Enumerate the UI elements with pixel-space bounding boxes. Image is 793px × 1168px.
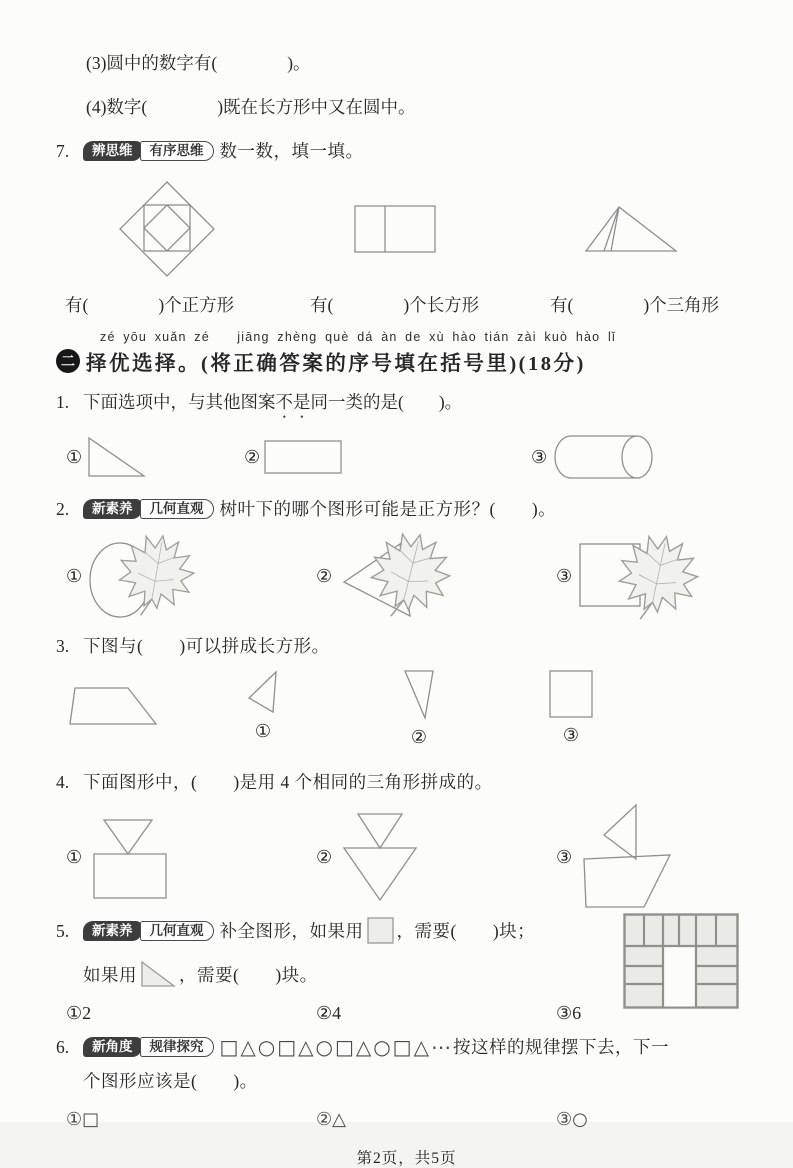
page-footer: 第2页，共5页 [356, 1150, 457, 1168]
q6-badge-dark: 新角度 [83, 1037, 142, 1057]
q7-badge-dark: 辨思维 [83, 141, 142, 161]
section-number-circle: 二 [56, 349, 80, 373]
question-2 [56, 496, 757, 522]
q3-option-1 [246, 669, 280, 742]
unit-triangle-icon [140, 960, 176, 988]
q7-badge-light: 有序思维 [140, 141, 214, 161]
q4-options-row [56, 801, 757, 909]
q2-option-3-number: ③ [556, 566, 573, 586]
leaf-over-circle-figure [86, 530, 208, 624]
leaf-over-triangle-figure [336, 530, 458, 624]
question-6-number: 6. [56, 1037, 70, 1058]
q6-shape-sequence: □△○□△○□△○□△⋯ [219, 1035, 453, 1060]
question-1 [56, 389, 757, 422]
q7-blank-triangles: 有( )个三角形 [550, 295, 720, 316]
question-1-text-post: 同一类的是( )。 [310, 392, 463, 413]
q6-option-1: ①□ [66, 1109, 100, 1131]
question-part4-text: (4)数字( )既在长方形中又在圆中。 [86, 97, 416, 117]
section-title: 择优选择。(将正确答案的序号填在括号里)(18分) [86, 353, 586, 376]
question-4-text: 下面图形中，( )是用 4 个相同的三角形拼成的。 [83, 771, 493, 792]
slanted-triangle-shape [402, 669, 436, 721]
q5-text-a: 补全图形，如果用 [219, 921, 364, 941]
q1-options-row [56, 428, 757, 486]
question-3-text: 下图与( )可以拼成长方形。 [83, 635, 330, 656]
unit-square-icon [367, 917, 394, 944]
question-2-text: 树叶下的哪个图形可能是正方形？( )。 [219, 499, 557, 520]
question-5 [56, 917, 757, 1024]
q5-badge-dark: 新素养 [83, 921, 142, 941]
q6-line-2 [56, 1068, 757, 1093]
question-1-text-pre: 下面选项中，与其他图案 [83, 392, 276, 413]
q2-option-3 [556, 530, 757, 624]
divided-rectangle-figure [354, 205, 436, 253]
q2-option-2-number: ② [316, 566, 333, 586]
question-3 [56, 633, 757, 659]
left-triangle-shape [246, 669, 280, 715]
question-part3 [86, 50, 757, 75]
q5-badge-light: 几何直观 [140, 921, 214, 941]
section-header [56, 346, 757, 376]
q6-option-2: ②△ [316, 1109, 346, 1131]
question-part3-text: (3)圆中的数字有( )。 [86, 53, 311, 73]
triangle-on-rectangle-figure [86, 812, 170, 902]
q2-badge-dark: 新素养 [83, 499, 142, 519]
question-7-text: 数一数，填一填。 [219, 141, 364, 161]
q5-option-3: ③6 [556, 1003, 582, 1024]
right-triangle-shape [86, 435, 148, 479]
brick-wall-figure [623, 913, 739, 1009]
q7-answer-blanks [56, 292, 757, 317]
q6-text-b: 个图形应该是( )。 [83, 1071, 258, 1092]
q2-option-1-number: ① [66, 566, 83, 586]
leaf-over-square-figure [576, 530, 704, 624]
question-part4 [86, 94, 757, 119]
q6-option-3: ③○ [556, 1109, 588, 1131]
q4-option-1 [66, 812, 316, 902]
q5-text-c: 如果用 [83, 965, 137, 986]
question-7-number: 7. [56, 141, 70, 161]
divided-triangle-figure [584, 204, 680, 254]
question-5-number: 5. [56, 921, 70, 941]
q3-option-3 [548, 669, 594, 746]
q1-option-2-number: ② [244, 446, 261, 467]
rectangle-shape [264, 440, 342, 474]
question-1-emphasis: 不是 [275, 392, 311, 413]
q4-option-1-number: ① [66, 846, 83, 867]
sail-boat-figure [576, 801, 676, 913]
q2-option-2 [316, 530, 556, 624]
q3-option-2 [402, 669, 436, 748]
cylinder-shape [551, 434, 655, 480]
q6-badge-light: 规律探究 [140, 1037, 214, 1057]
nested-squares-figure [118, 180, 216, 278]
q3-options-row [56, 669, 757, 757]
q4-option-3-number: ③ [556, 846, 573, 867]
q1-option-1 [66, 435, 244, 479]
square-shape [548, 669, 594, 719]
q7-blank-rectangles: 有( )个长方形 [310, 295, 480, 316]
question-2-number: 2. [56, 499, 70, 520]
question-3-number: 3. [56, 635, 70, 656]
q6-answer-options [56, 1109, 757, 1130]
q7-blank-squares: 有( )个正方形 [65, 295, 235, 316]
question-1-number: 1. [56, 392, 70, 413]
section-pinyin: zé yōu xuǎn zé jiāng zhèng què dá àn de xù hào tián zài kuò hào lǐ [100, 330, 616, 345]
q1-option-1-number: ① [66, 446, 83, 467]
q3-option-3-number: ③ [562, 724, 580, 745]
q5-option-1: ①2 [66, 1003, 92, 1024]
trapezoid-shape [68, 685, 160, 727]
question-4 [56, 769, 757, 795]
q4-option-3 [556, 801, 757, 913]
stacked-triangles-figure [336, 810, 422, 904]
q4-option-2-number: ② [316, 846, 333, 867]
q3-option-1-number: ① [254, 720, 272, 741]
q2-option-1 [66, 530, 316, 624]
q4-option-2 [316, 810, 556, 904]
q5-option-2: ②4 [316, 1003, 342, 1024]
question-6 [56, 1032, 757, 1062]
q5-text-d: ，需要( )块。 [179, 965, 318, 986]
q5-text-b: ，需要( )块； [396, 921, 536, 941]
q1-option-2 [244, 440, 531, 474]
question-7 [56, 138, 757, 164]
q6-text-a: 按这样的规律摆下去，下一 [452, 1037, 669, 1058]
q2-badge-light: 几何直观 [140, 499, 214, 519]
question-4-number: 4. [56, 771, 70, 792]
q7-figures-row [56, 170, 757, 288]
q2-options-row [56, 529, 757, 625]
q5-figure-wrap [623, 913, 739, 1014]
q1-option-3 [531, 434, 757, 480]
q1-option-3-number: ③ [531, 446, 548, 467]
q3-option-2-number: ② [410, 726, 428, 747]
